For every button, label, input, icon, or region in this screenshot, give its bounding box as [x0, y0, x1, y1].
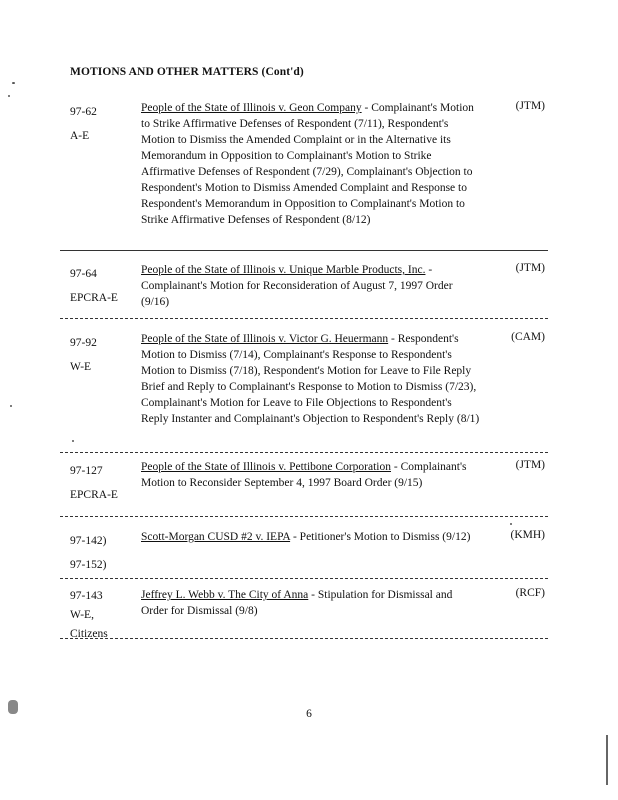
case-title: People of the State of Illinois v. Geon Company — [141, 102, 362, 114]
entry-divider — [60, 516, 548, 517]
scan-artifact — [510, 523, 512, 525]
motion-description: - Petitioner's Motion to Dismiss (9/12) — [290, 531, 471, 543]
entry-divider — [60, 638, 548, 639]
entry-text — [141, 100, 481, 228]
board-member-initials: (JTM) — [515, 459, 545, 471]
scan-artifact — [606, 735, 608, 785]
scan-artifact — [10, 405, 12, 407]
docket-number: 97-127 EPCRA-E — [70, 465, 118, 501]
scan-artifact — [72, 440, 74, 442]
entry-text — [141, 529, 481, 545]
docket-number: 97-64 EPCRA-E — [70, 268, 118, 304]
case-title: People of the State of Illinois v. Unique Marble Products, Inc. — [141, 264, 426, 276]
case-title: Jeffrey L. Webb v. The City of Anna — [141, 589, 309, 601]
case-title: Scott-Morgan CUSD #2 v. IEPA — [141, 531, 291, 543]
docket-number: 97-143 W-E, Citizens — [70, 590, 108, 640]
entry-text — [141, 262, 481, 310]
board-member-initials: (RCF) — [515, 587, 545, 599]
motion-description: - Complainant's Motion for Reconsideration of August 7, 1997 Order (9/16) — [141, 264, 453, 308]
docket-number: 97-92 W-E — [70, 337, 97, 373]
case-title: People of the State of Illinois v. Pettibone Corporation — [141, 461, 391, 473]
motion-description: - Complainant's Motion to Reconsider September 4, 1997 Board Order (9/15) — [141, 461, 467, 489]
entry-text — [141, 587, 481, 619]
scan-artifact — [12, 82, 15, 84]
entry-text — [141, 331, 481, 427]
motion-description: - Stipulation for Dismissal and Order for Dismissal (9/8) — [141, 589, 453, 617]
board-member-initials: (CAM) — [511, 331, 545, 343]
entry-text — [141, 459, 481, 491]
section-heading: MOTIONS AND OTHER MATTERS (Cont'd) — [70, 66, 304, 78]
scan-artifact — [8, 700, 18, 714]
board-member-initials: (JTM) — [515, 100, 545, 112]
board-member-initials: (KMH) — [510, 529, 545, 541]
entry-divider — [60, 250, 548, 251]
entry-divider — [60, 578, 548, 579]
docket-number: 97-62 A-E — [70, 106, 97, 142]
board-member-initials: (JTM) — [515, 262, 545, 274]
page-number: 6 — [306, 708, 312, 720]
scan-artifact — [8, 95, 10, 97]
motion-description: - Complainant's Motion to Strike Affirmative Defenses of Respondent (7/11), Respondent's Motion to Dismiss the Amended Complaint or in the Alternative its Memorandum in Opposition to Complainant's Motion to Strike Affirmative Defenses of Respondent (7/29), Complainant's Objection to Respondent's Motion to Dismiss Amended Complaint and Response to Respondent's Memorandum in Opposition to Complainant's Motion to Strike Affirmative Defenses of Respondent (8/12) — [141, 102, 474, 226]
motion-description: - Respondent's Motion to Dismiss (7/14), Complainant's Response to Respondent's Motion to Dismiss (7/18), Respondent's Motion for Leave to File Reply Brief and Reply to Complainant's Response to Motion to Dismiss (7/23), Complainant's Motion for Leave to File Objections to Respondent's Reply Instanter and Complainant's Objection to Respondent's Reply (8/1) — [141, 333, 480, 425]
docket-number: 97-142) 97-152) — [70, 535, 107, 571]
entry-divider — [60, 452, 548, 453]
case-title: People of the State of Illinois v. Victor G. Heuermann — [141, 333, 389, 345]
entry-divider — [60, 318, 548, 319]
